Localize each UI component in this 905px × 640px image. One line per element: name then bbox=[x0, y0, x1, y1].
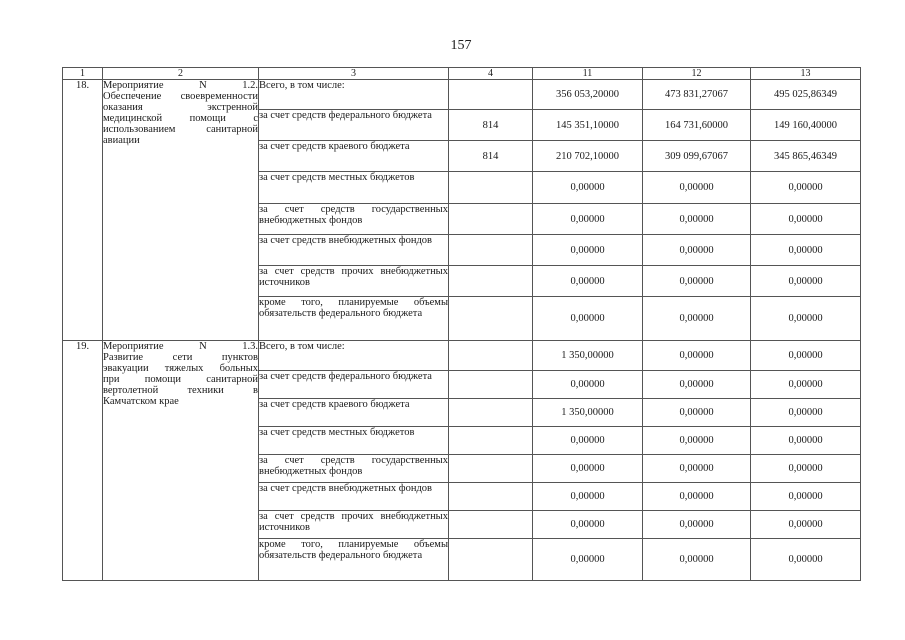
value-col-12: 0,00000 bbox=[643, 399, 751, 427]
item-title-line: эвакуации тяжелых больных bbox=[103, 363, 258, 374]
item-title-line: оказания экстренной bbox=[103, 102, 258, 113]
code-cell: 814 bbox=[449, 141, 533, 172]
value-col-13: 0,00000 bbox=[751, 297, 861, 341]
item-title-line: Мероприятие N 1.3. bbox=[103, 341, 258, 352]
value-col-11: 145 351,10000 bbox=[533, 110, 643, 141]
value-col-12: 0,00000 bbox=[643, 204, 751, 235]
value-col-11: 0,00000 bbox=[533, 266, 643, 297]
page-number: 157 bbox=[450, 38, 472, 53]
funding-source-line: обязательств федерального бюджета bbox=[259, 550, 423, 561]
item-title bbox=[103, 80, 259, 341]
code-cell bbox=[449, 539, 533, 581]
funding-source-label bbox=[259, 399, 449, 427]
funding-source-line: за счет средств государственных bbox=[259, 455, 448, 466]
code-cell bbox=[449, 80, 533, 110]
funding-source-label bbox=[259, 110, 449, 141]
funding-source-line: за счет средств внебюджетных фондов bbox=[259, 483, 433, 494]
funding-source-line: внебюджетных фондов bbox=[259, 466, 363, 477]
value-col-12: 0,00000 bbox=[643, 427, 751, 455]
value-col-13: 0,00000 bbox=[751, 371, 861, 399]
value-col-13: 149 160,40000 bbox=[751, 110, 861, 141]
header-col-3: 3 bbox=[259, 68, 449, 80]
funding-source-label bbox=[259, 539, 449, 581]
value-col-11: 0,00000 bbox=[533, 235, 643, 266]
item-title-line: медицинской помощи с bbox=[103, 113, 258, 124]
value-col-13: 0,00000 bbox=[751, 539, 861, 581]
code-cell bbox=[449, 399, 533, 427]
funding-source-line: Всего, в том числе: bbox=[259, 80, 345, 91]
value-col-13: 0,00000 bbox=[751, 235, 861, 266]
funding-source-line: за счет средств прочих внебюджетных bbox=[259, 266, 448, 277]
funding-source-label bbox=[259, 341, 449, 371]
funding-source-line: за счет средств краевого бюджета bbox=[259, 141, 410, 152]
code-cell bbox=[449, 172, 533, 204]
code-cell bbox=[449, 341, 533, 371]
value-col-12: 0,00000 bbox=[643, 341, 751, 371]
value-col-12: 0,00000 bbox=[643, 511, 751, 539]
funding-source-line: кроме того, планируемые объемы bbox=[259, 297, 448, 308]
budget-table bbox=[62, 67, 861, 581]
code-cell bbox=[449, 455, 533, 483]
value-col-12: 164 731,60000 bbox=[643, 110, 751, 141]
table-body bbox=[63, 80, 861, 581]
funding-source-label bbox=[259, 80, 449, 110]
code-cell bbox=[449, 427, 533, 455]
value-col-12: 0,00000 bbox=[643, 297, 751, 341]
value-col-13: 0,00000 bbox=[751, 341, 861, 371]
value-col-13: 0,00000 bbox=[751, 172, 861, 204]
value-col-12: 0,00000 bbox=[643, 266, 751, 297]
item-title-line: Обеспечение своевременности bbox=[103, 91, 258, 102]
funding-source-line: за счет средств государственных bbox=[259, 204, 448, 215]
funding-source-line: источников bbox=[259, 522, 311, 533]
value-col-13: 0,00000 bbox=[751, 455, 861, 483]
header-col-4: 4 bbox=[449, 68, 533, 80]
value-col-13: 0,00000 bbox=[751, 511, 861, 539]
value-col-11: 0,00000 bbox=[533, 483, 643, 511]
item-title-line: Камчатском крае bbox=[103, 396, 179, 407]
funding-source-line: источников bbox=[259, 277, 311, 288]
funding-source-line: внебюджетных фондов bbox=[259, 215, 363, 226]
funding-source-label bbox=[259, 235, 449, 266]
value-col-12: 0,00000 bbox=[643, 235, 751, 266]
header-col-2: 2 bbox=[103, 68, 259, 80]
value-col-12: 0,00000 bbox=[643, 483, 751, 511]
value-col-11: 0,00000 bbox=[533, 539, 643, 581]
funding-source-line: за счет средств местных бюджетов bbox=[259, 427, 415, 438]
code-cell bbox=[449, 483, 533, 511]
value-col-11: 1 350,00000 bbox=[533, 341, 643, 371]
funding-source-line: за счет средств прочих внебюджетных bbox=[259, 511, 448, 522]
value-col-11: 0,00000 bbox=[533, 172, 643, 204]
header-col-13: 13 bbox=[751, 68, 861, 80]
value-col-11: 0,00000 bbox=[533, 455, 643, 483]
code-cell bbox=[449, 297, 533, 341]
funding-source-line: за счет средств краевого бюджета bbox=[259, 399, 410, 410]
table-header bbox=[63, 68, 861, 80]
item-title-line: Мероприятие N 1.2. bbox=[103, 80, 258, 91]
funding-source-label bbox=[259, 297, 449, 341]
value-col-11: 0,00000 bbox=[533, 371, 643, 399]
table-row bbox=[63, 80, 861, 110]
item-number: 19. bbox=[63, 341, 103, 581]
value-col-11: 0,00000 bbox=[533, 204, 643, 235]
item-title-line: авиации bbox=[103, 135, 140, 146]
value-col-11: 210 702,10000 bbox=[533, 141, 643, 172]
funding-source-label bbox=[259, 427, 449, 455]
item-title-line: при помощи санитарной bbox=[103, 374, 258, 385]
value-col-11: 356 053,20000 bbox=[533, 80, 643, 110]
item-title bbox=[103, 341, 259, 581]
value-col-12: 0,00000 bbox=[643, 539, 751, 581]
funding-source-label bbox=[259, 141, 449, 172]
header-col-1: 1 bbox=[63, 68, 103, 80]
item-title-line: вертолетной техники в bbox=[103, 385, 258, 396]
value-col-12: 473 831,27067 bbox=[643, 80, 751, 110]
funding-source-label bbox=[259, 172, 449, 204]
item-title-line: использованием санитарной bbox=[103, 124, 258, 135]
value-col-12: 0,00000 bbox=[643, 371, 751, 399]
funding-source-label bbox=[259, 483, 449, 511]
code-cell bbox=[449, 266, 533, 297]
value-col-11: 0,00000 bbox=[533, 297, 643, 341]
funding-source-line: за счет средств федерального бюджета bbox=[259, 371, 432, 382]
value-col-13: 0,00000 bbox=[751, 266, 861, 297]
header-col-12: 12 bbox=[643, 68, 751, 80]
code-cell bbox=[449, 371, 533, 399]
code-cell bbox=[449, 511, 533, 539]
value-col-13: 0,00000 bbox=[751, 204, 861, 235]
funding-source-line: за счет средств федерального бюджета bbox=[259, 110, 432, 121]
header-col-11: 11 bbox=[533, 68, 643, 80]
funding-source-label bbox=[259, 371, 449, 399]
funding-source-line: кроме того, планируемые объемы bbox=[259, 539, 448, 550]
funding-source-label bbox=[259, 266, 449, 297]
header-row bbox=[63, 68, 861, 80]
table-row bbox=[63, 341, 861, 371]
funding-source-line: за счет средств местных бюджетов bbox=[259, 172, 415, 183]
funding-source-label bbox=[259, 204, 449, 235]
funding-source-line: обязательств федерального бюджета bbox=[259, 308, 423, 319]
item-title-line: Развитие сети пунктов bbox=[103, 352, 258, 363]
value-col-13: 345 865,46349 bbox=[751, 141, 861, 172]
code-cell: 814 bbox=[449, 110, 533, 141]
code-cell bbox=[449, 235, 533, 266]
code-cell bbox=[449, 204, 533, 235]
value-col-11: 0,00000 bbox=[533, 511, 643, 539]
funding-source-label bbox=[259, 511, 449, 539]
item-number: 18. bbox=[63, 80, 103, 341]
value-col-13: 0,00000 bbox=[751, 483, 861, 511]
value-col-11: 1 350,00000 bbox=[533, 399, 643, 427]
value-col-12: 309 099,67067 bbox=[643, 141, 751, 172]
funding-source-label bbox=[259, 455, 449, 483]
funding-source-line: Всего, в том числе: bbox=[259, 341, 345, 352]
value-col-12: 0,00000 bbox=[643, 172, 751, 204]
value-col-13: 495 025,86349 bbox=[751, 80, 861, 110]
value-col-11: 0,00000 bbox=[533, 427, 643, 455]
value-col-12: 0,00000 bbox=[643, 455, 751, 483]
funding-source-line: за счет средств внебюджетных фондов bbox=[259, 235, 433, 246]
value-col-13: 0,00000 bbox=[751, 399, 861, 427]
value-col-13: 0,00000 bbox=[751, 427, 861, 455]
